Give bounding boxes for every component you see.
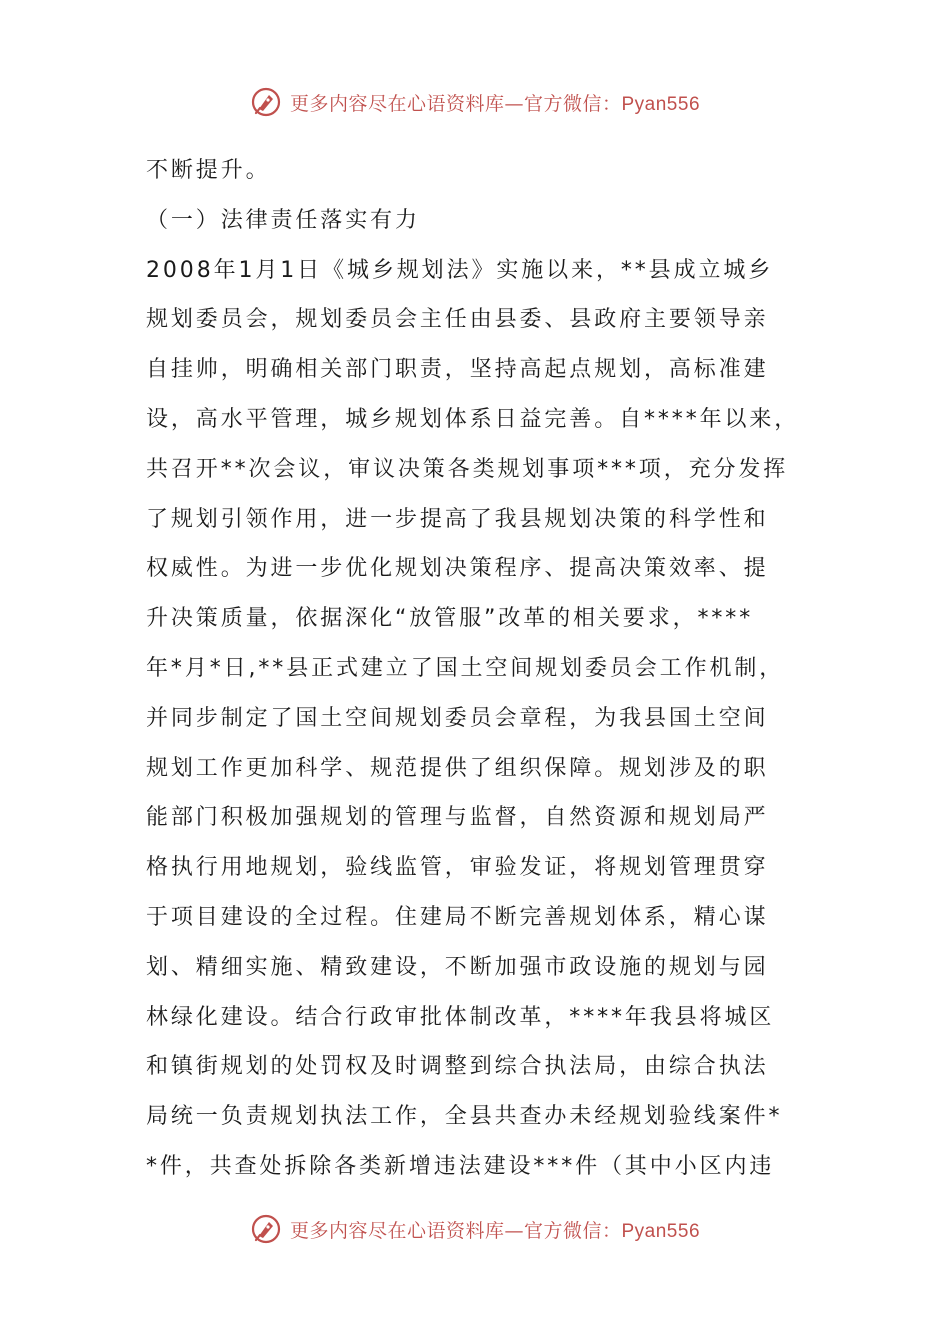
body-line: 自挂帅，明确相关部门职责，坚持高起点规划，高标准建: [146, 357, 769, 383]
body-line: *件，共查处拆除各类新增违法建设***件（其中小区内违: [146, 1153, 775, 1179]
watermark-site-name: 更多内容尽在心语资料库: [289, 92, 505, 115]
section-heading: （一）法律责任落实有力: [146, 207, 420, 233]
body-line: 规划工作更加科学、规范提供了组织保障。规划涉及的职: [146, 755, 769, 781]
watermark-text: [290, 89, 700, 116]
body-line: 年*月*日,**县正式建立了国土空间规划委员会工作机制，: [146, 655, 785, 681]
body-line: 设，高水平管理，城乡规划体系日益完善。自****年以来，: [146, 406, 800, 432]
body-line: 划、精细实施、精致建设，不断加强市政设施的规划与园: [146, 954, 769, 980]
body-line: 林绿化建设。结合行政审批体制改革，****年我县将城区: [146, 1004, 775, 1030]
body-line: 能部门积极加强规划的管理与监督，自然资源和规划局严: [146, 805, 769, 831]
watermark-dash: —: [504, 92, 524, 115]
document-body: [146, 146, 806, 1192]
watermark-site-name: 更多内容尽在心语资料库: [289, 1219, 505, 1242]
body-line: 升决策质量，依据深化“放管服”改革的相关要求，****: [146, 606, 754, 632]
body-line: 并同步制定了国土空间规划委员会章程，为我县国土空间: [146, 705, 769, 731]
header-watermark: [0, 86, 950, 118]
body-line: 于项目建设的全过程。住建局不断完善规划体系，精心谋: [146, 904, 769, 930]
body-line: 格执行用地规划，验线监管，审验发证，将规划管理贯穿: [146, 855, 769, 881]
pen-nib-circle-icon: [250, 1213, 282, 1245]
body-line: 权威性。为进一步优化规划决策程序、提高决策效率、提: [146, 556, 769, 582]
body-line: 和镇街规划的处罚权及时调整到综合执法局，由综合执法: [146, 1054, 769, 1080]
body-line: 了规划引领作用，进一步提高了我县规划决策的科学性和: [146, 506, 769, 532]
watermark-wechat-id: Pyan556: [621, 93, 701, 115]
body-line: 规划委员会，规划委员会主任由县委、县政府主要领导亲: [146, 307, 769, 333]
body-line: 共召开**次会议，审议决策各类规划事项***项，充分发挥: [146, 456, 789, 482]
watermark-suffix: 官方微信：: [523, 1219, 622, 1242]
body-line: 局统一负责规划执法工作，全县共查办未经规划验线案件*: [146, 1104, 783, 1130]
body-line: 2008年1月1日《城乡规划法》实施以来，**县成立城乡: [146, 257, 774, 283]
pen-nib-circle-icon: [250, 86, 282, 118]
watermark-suffix: 官方微信：: [523, 92, 622, 115]
watermark-dash: —: [504, 1219, 524, 1242]
watermark-text: [290, 1216, 700, 1243]
body-line: 不断提升。: [146, 158, 271, 183]
watermark-wechat-id: Pyan556: [621, 1220, 701, 1242]
footer-watermark: [0, 1213, 950, 1245]
